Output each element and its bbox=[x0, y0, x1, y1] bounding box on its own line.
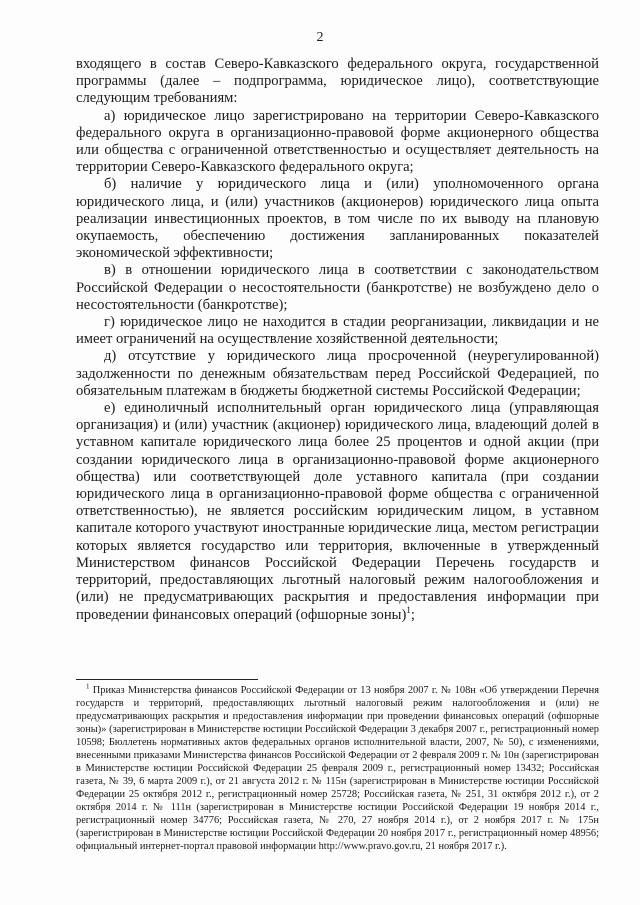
paragraph-g: г) юридическое лицо не находится в стадии реорганизации, ликвидации и не имеет ограничений на осуществление хозяйственной деятельности; bbox=[76, 314, 599, 348]
footnote-reference[interactable]: 1 bbox=[406, 604, 411, 615]
footnote bbox=[76, 684, 599, 853]
paragraph-a: а) юридическое лицо зарегистрировано на территории Северо-Кавказского федерального округа в организационно-правовой форме акционерного общества или общества с ограниченной ответственностью и осуществляет деятельность на территории Северо-Кавказского федерального округа; bbox=[76, 107, 599, 176]
footnote-divider bbox=[76, 679, 258, 680]
paragraph-b: б) наличие у юридического лица и (или) уполномоченного органа юридического лица, и (или) участников (акционеров) юридического лица опыта реализации инвестиционных проектов, в том числе по их выводу на плановую окупаемость, обеспечению достижения запланированных показателей экономической эффективности; bbox=[76, 176, 599, 262]
paragraph-d: д) отсутствие у юридического лица просроченной (неурегулированной) задолженности по денежным обязательствам перед Российской Федерацией, по обязательным платежам в бюджеты бюджетной системы Российской Федерации; bbox=[76, 348, 599, 399]
page-number: 2 bbox=[316, 30, 324, 45]
paragraph-e-tail: ; bbox=[410, 606, 415, 623]
paragraph-e-text: е) единоличный исполнительный орган юридического лица (управляющая организация) и (или) участник (акционер) юридического лица, владеющий долей в уставном капитале юридического лица более 25 процентов и одной акции (при создании юридического лица в организационно-правовой форме акционерного общества) или соответствующей доле уставного капитала (при создании юридического лица в организационно-правовой форме общества с ограниченной ответственностью), не является российским юридическим лицом, в уставном капитале которого участвуют иностранные юридические лица, местом регистрации которых является государство или территория, включенные в утвержденный Министерством финансов Российской Федерации Перечень государств и территорий, предоставляющих льготный налоговый режим налогообложения и (или) не предусматривающих раскрытия и предоставления информации при проведении финансовых операций (офшорные зоны) bbox=[76, 400, 599, 623]
paragraph-intro: входящего в состав Северо-Кавказского федерального округа, государственной программы (далее – подпрограмма, юридическое лицо), соответствующие следующим требованиям: bbox=[76, 56, 599, 107]
footnote-paragraph bbox=[76, 684, 599, 853]
footnote-text: Приказ Министерства финансов Российской Федерации от 13 ноября 2007 г. № 108н «Об утверждении Перечня государств и территорий, предоставляющих льготный налоговый режим налогообложения и (или) не предусматривающих раскрытия и предоставления информации при проведении финансовых операций (офшорные зоны)» (зарегистрирован в Министерстве юстиции Российской Федерации 3 декабря 2007 г., регистрационный номер 10598; Бюллетень нормативных актов федеральных органов исполнительной власти, 2007, № 50), с изменениями, внесенными приказами Министерства финансов Российской Федерации от 2 февраля 2009 г. № 10н (зарегистрирован в Министерстве юстиции Российской Федерации 25 февраля 2009 г., регистрационный номер 13432; Российская газета, № 39, 6 марта 2009 г.), от 21 августа 2012 г. № 115н (зарегистрирован в Министерстве юстиции Российской Федерации 25 октября 2012 г., регистрационный номер 25728; Российская газета, № 251, 31 октября 2012 г.), от 2 октября 2014 г. № 111н (зарегистрирован в Министерстве юстиции Российской Федерации 19 ноября 2014 г., регистрационный номер 34776; Российская газета, № 270, 27 ноября 2014 г.), от 2 ноября 2017 г. № 175н (зарегистрирован в Министерстве юстиции Российской Федерации 20 ноября 2017 г., регистрационный номер 48956; официальный интернет-портал правовой информации http://www.pravo.gov.ru, 21 ноября 2017 г.). bbox=[76, 685, 599, 852]
body-text bbox=[76, 56, 599, 624]
paragraph-v: в) в отношении юридического лица в соответствии с законодательством Российской Федерации о несостоятельности (банкротстве) не возбуждено дело о несостоятельности (банкротстве); bbox=[76, 262, 599, 313]
footnote-marker: 1 bbox=[86, 682, 90, 691]
paragraph-e bbox=[76, 400, 599, 624]
